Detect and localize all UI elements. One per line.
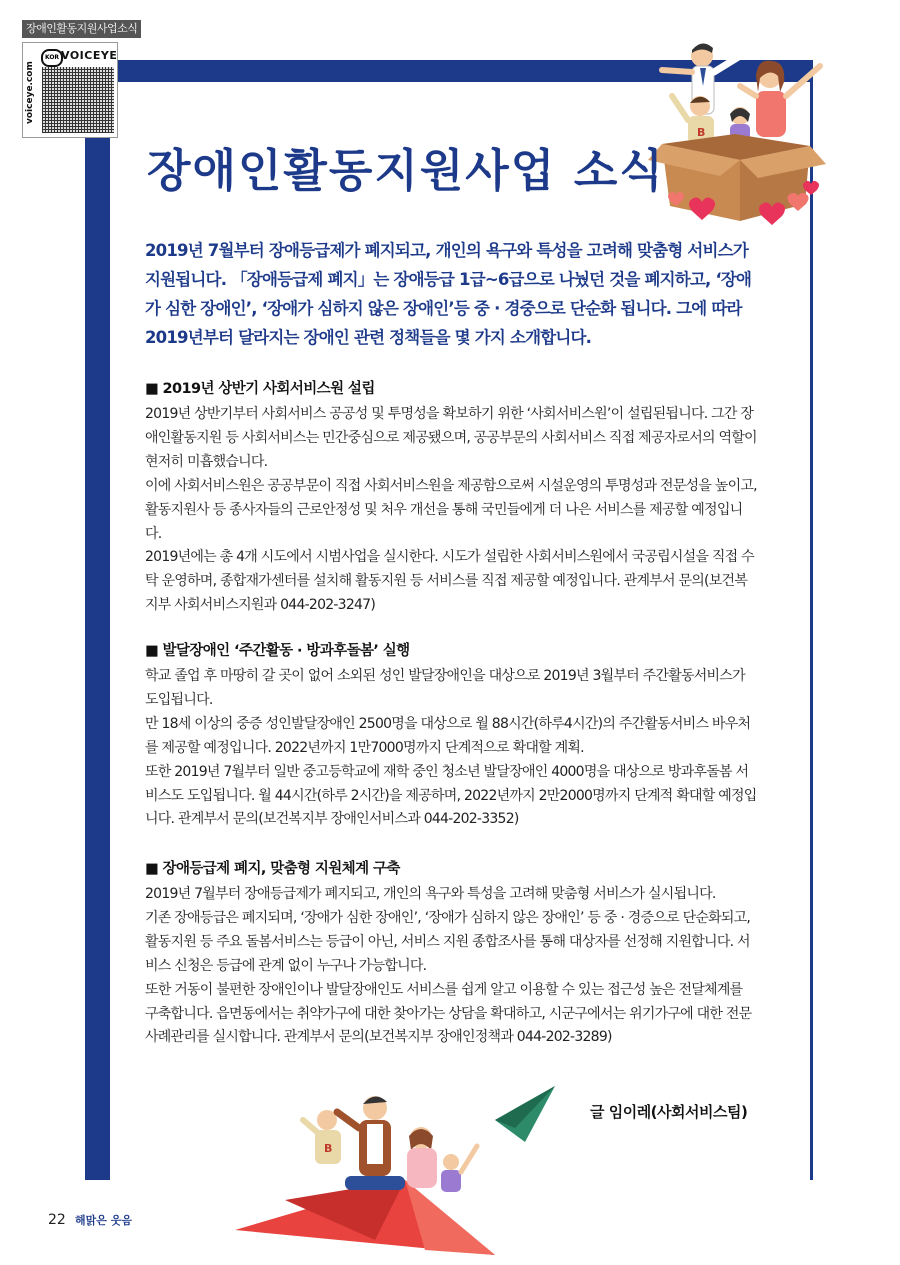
section-heading: ■ 장애등급제 폐지, 맞춤형 지원체계 구축 xyxy=(145,861,400,877)
qr-side-text: voiceye.com xyxy=(25,61,35,125)
green-paper-plane-icon xyxy=(495,1086,555,1142)
qr-pattern xyxy=(42,67,114,133)
section-tag: 장애인활동지원사업소식 xyxy=(22,20,141,38)
family-paper-plane-illustration xyxy=(225,1080,585,1265)
section-paragraph: 또한 거동이 불편한 장애인이나 발달장애인도 서비스를 쉽게 알고 이용할 수 있는 접근성 높은 전달체계를 구축합니다. 읍면동에서는 취약가구에 대한 찾아가는 상담을 확대하고, 시군구에서는 위기가구에 대한 전문 사례관리를 실시합니다. 관계부서 문의(보건복지부 장애인정책과 044-202-3289) xyxy=(145,981,752,1046)
section-paragraph: 기존 장애등급은 폐지되며, ‘장애가 심한 장애인’, ‘장애가 심하지 않은 장애인’ 등 중 · 경증으로 단순화되고, 활동지원 등 주요 돌봄서비스는 등급이 아닌, 서비스 지원 종합조사를 통해 대상자를 선정해 지원합니다. 서비스 신청은 등급에 관계 없이 누구나 가능합니다. xyxy=(145,909,751,974)
author-credit: 글 임이레(사회서비스팀) xyxy=(590,1103,748,1121)
lead-paragraph: 2019년 7월부터 장애등급제가 폐지되고, 개인의 욕구와 특성을 고려해 맞춤형 서비스가 지원됩니다. 「장애등급제 폐지」는 장애등급 1급~6급으로 나눴던 것을 폐지하고, ‘장애가 심한 장애인’, ‘장애가 심하지 않은 장애인’등 중 · 경중으로 단순화 됩니다. 그에 따라 2019년부터 달라지는 장애인 관련 정책들을 몇 가지 소개합니다. xyxy=(145,241,752,347)
family-group-icon xyxy=(303,1096,477,1192)
section-developmental-disability xyxy=(145,639,757,832)
section-paragraph: 또한 2019년 7월부터 일반 중고등학교에 재학 중인 청소년 발달장애인 4000명을 대상으로 방과후돌봄 서비스도 도입됩니다. 월 44시간(하루 2시간)을 제공하며, 2022년까지 2만2000명까지 단계적 확대할 예정입니다. 관계부서 문의(보건복지부 장애인서비스과 044-202-3352) xyxy=(145,763,757,828)
page-title: 장애인활동지원사업 소식 xyxy=(147,144,665,197)
qr-kor-badge: KOR xyxy=(41,49,63,67)
page-number: 22 xyxy=(48,1212,66,1228)
section-social-service xyxy=(145,377,757,618)
family-box-illustration xyxy=(640,36,830,231)
section-paragraph: 2019년 7월부터 장애등급제가 폐지되고, 개인의 욕구와 특성을 고려해 맞춤형 서비스가 실시됩니다. xyxy=(145,886,716,902)
person-woman-icon xyxy=(740,61,820,137)
qr-brand: VOICEYE xyxy=(61,49,118,62)
svg-text:B: B xyxy=(697,126,706,139)
person-boy-icon xyxy=(672,96,714,144)
magazine-logo: 해맑은 웃음 xyxy=(75,1214,132,1227)
section-heading: ■ 발달장애인 ‘주간활동 · 방과후돌봄’ 실행 xyxy=(145,643,410,659)
section-heading: ■ 2019년 상반기 사회서비스원 설립 xyxy=(145,381,375,397)
section-grade-abolition xyxy=(145,857,757,1050)
voiceye-qr-code[interactable] xyxy=(22,42,118,138)
section-paragraph: 이에 사회서비스원은 공공부문이 직접 사회서비스원을 제공함으로써 시설운영의 투명성과 전문성을 높이고, 활동지원사 등 종사자들의 근로안정성 및 처우 개선을 통해 국민들에게 더 나은 서비스를 제공할 예정입니다. xyxy=(145,477,757,542)
section-paragraph: 학교 졸업 후 마땅히 갈 곳이 없어 소외된 성인 발달장애인을 대상으로 2019년 3월부터 주간활동서비스가 도입됩니다. xyxy=(145,668,745,708)
section-paragraph: 2019년에는 총 4개 시도에서 시범사업을 실시한다. 시도가 설립한 사회서비스원에서 국공립시설을 직접 수탁 운영하며, 종합재가센터를 설치해 활동지원 등 서비스를 직접 제공할 예정입니다. 관계부서 문의(보건복지부 사회서비스지원과 044-202-3247) xyxy=(145,549,754,614)
section-paragraph: 2019년 상반기부터 사회서비스 공공성 및 투명성을 확보하기 위한 ‘사회서비스원’이 설립된됩니다. 그간 장애인활동지원 등 사회서비스는 민간중심으로 제공됐으며, 공공부문의 사회서비스 직접 제공자로서의 역할이 현저히 미흡했습니다. xyxy=(145,406,757,470)
svg-text:B: B xyxy=(324,1142,333,1155)
section-paragraph: 만 18세 이상의 중증 성인발달장애인 2500명을 대상으로 월 88시간(하루4시간)의 주간활동서비스 바우처를 제공할 예정입니다. 2022년까지 1만7000명까지 단계적으로 확대할 계획. xyxy=(145,715,751,756)
